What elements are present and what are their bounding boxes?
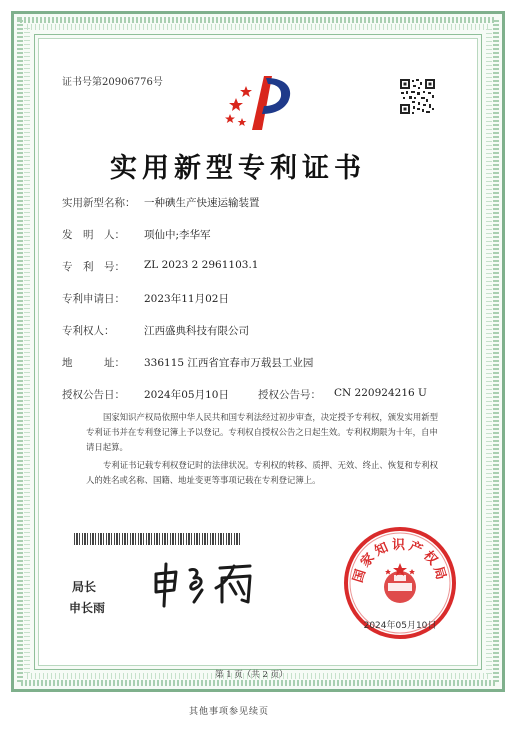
filing-date-label: 专利申请日： xyxy=(62,293,125,305)
grant-statement-paragraph: 国家知识产权局依照中华人民共和国专利法经过初步审查，决定授予专利权，颁发实用新型专利证书并在专利登记簿上予以登记。专利权自授权公告之日起生效。专利权期限为十年，自申请日起算。 xyxy=(86,412,438,452)
certificate-title: 实用新型专利证书 xyxy=(110,153,366,184)
patentee-label: 专利权人： xyxy=(62,325,115,337)
grant-date-label: 授权公告日： xyxy=(62,389,125,401)
certificate-serial: 证书号第20906776号 xyxy=(62,77,163,88)
address-value: 336115 江西省宜春市万载县工业园 xyxy=(144,357,314,369)
grant-date-value: 2024年05月10日 xyxy=(144,389,229,401)
utility-model-name-label: 实用新型名称： xyxy=(62,197,136,209)
handwritten-signature xyxy=(150,562,266,608)
legal-status-paragraph: 专利证书记载专利权登记时的法律状况。专利权的转移、质押、无效、终止、恢复和专利权人的姓名或名称、国籍、地址变更等事项记载在专利登记簿上。 xyxy=(86,460,438,485)
page-indicator: 第 1 页（共 2 页） xyxy=(215,670,288,680)
official-seal xyxy=(342,525,458,641)
seal-text: 国家知识产权局 xyxy=(350,538,450,585)
utility-model-name-value: 一种碘生产快速运输装置 xyxy=(144,197,260,209)
filing-date-value: 2023年11月02日 xyxy=(144,293,229,305)
barcode xyxy=(74,533,242,545)
grant-number-label: 授权公告号： xyxy=(258,389,321,401)
address-label: 地 址： xyxy=(62,357,125,369)
patentee-value: 江西盛典科技有限公司 xyxy=(144,325,249,337)
director-name: 申长雨 xyxy=(69,601,106,615)
patent-number-value: ZL 2023 2 2961103.1 xyxy=(144,259,259,271)
footer-note: 其他事项参见续页 xyxy=(189,707,270,717)
patent-number-label: 专 利 号： xyxy=(62,261,125,273)
grant-number-value: CN 220924216 U xyxy=(334,387,427,399)
qr-code xyxy=(399,78,436,115)
seal-date: 2024年05月10日 xyxy=(363,621,437,631)
inventor-value: 项仙中;李华军 xyxy=(144,229,211,241)
cnipa-logo xyxy=(222,72,298,134)
director-title: 局长 xyxy=(72,580,97,594)
inventor-label: 发 明 人： xyxy=(62,229,125,241)
